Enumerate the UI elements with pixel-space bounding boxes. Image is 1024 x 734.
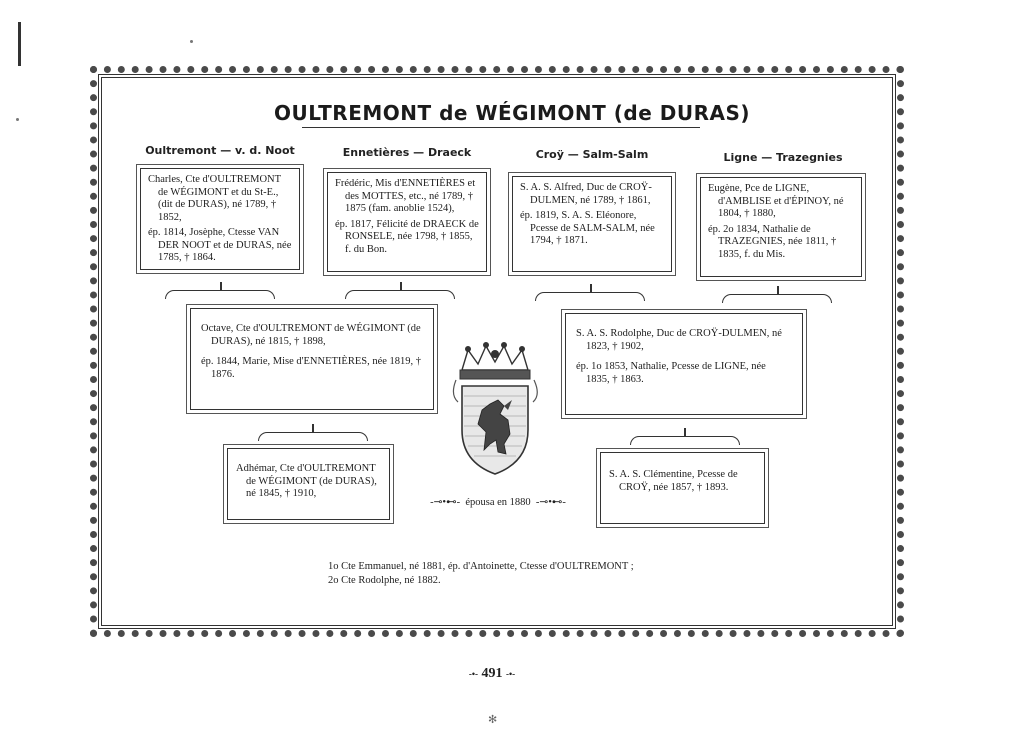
lineage-brace-tick — [590, 284, 592, 292]
page-number-value: 491 — [481, 666, 503, 681]
page-title: OULTREMONT de WÉGIMONT (de DURAS) — [273, 101, 751, 125]
child-entry: 1o Cte Emmanuel, né 1881, ép. d'Antoinette, Ctesse d'OULTREMONT ; — [328, 561, 634, 572]
ancestor-bride: ép. 1814, Josèphe, Ctesse VAN DER NOOT et de DURAS, née 1785, † 1864. — [148, 227, 292, 263]
parent-box-croy — [565, 313, 803, 415]
parent-groom: S. A. S. Rodolphe, Duc de CROŸ-DULMEN, né 1823, † 1902, — [576, 328, 782, 352]
bride-entry: S. A. S. Clémentine, Pcesse de CROŸ, née 1857, † 1893. — [609, 469, 738, 493]
lineage-brace — [165, 290, 275, 299]
lineage-brace — [722, 294, 832, 303]
marriage-ornament-left: -⊸•⊷- — [430, 497, 461, 508]
groom-entry: Adhémar, Cte d'OULTREMONT de WÉGIMONT (de DURAS), né 1845, † 1910, — [236, 463, 377, 499]
column-header-croy: Croÿ — Salm-Salm — [535, 148, 649, 161]
column-header-ligne: Ligne — Trazegnies — [723, 151, 843, 164]
parent-bride: ép. 1844, Marie, Mise d'ENNETIÈRES, née 1819, † 1876. — [201, 356, 422, 380]
bottom-ornament-icon: ✻ — [488, 713, 498, 726]
ancestor-groom: Eugène, Pce de LIGNE, d'AMBLISE et d'ÉPINOY, né 1804, † 1880, — [708, 183, 844, 219]
ancestor-groom: Frédéric, Mis d'ENNETIÈRES et des MOTTES, etc., né 1789, † 1875 (fam. anoblie 1524), — [335, 178, 476, 214]
parent-groom: Octave, Cte d'OULTREMONT de WÉGIMONT (de DURAS), né 1815, † 1898, — [201, 323, 421, 347]
marriage-label — [428, 496, 568, 508]
ancestor-bride: ép. 1819, S. A. S. Eléonore, Pcesse de SALM-SALM, née 1794, † 1871. — [520, 210, 655, 246]
ancestor-box-croy — [512, 176, 672, 272]
lineage-brace-tick — [777, 286, 779, 294]
ancestor-groom: S. A. S. Alfred, Duc de CROŸ-DULMEN, né 1789, † 1861, — [520, 182, 652, 206]
scan-edge-mark — [18, 22, 21, 66]
scan-speck — [190, 40, 193, 43]
child-entry: 2o Cte Rodolphe, né 1882. — [328, 575, 441, 586]
ancestor-groom: Charles, Cte d'OULTREMONT de WÉGIMONT et du St-E., (dit de DURAS), né 1789, † 1852, — [148, 174, 281, 223]
ancestor-box-oultremont — [140, 168, 300, 270]
ancestor-bride: ép. 2o 1834, Nathalie de TRAZEGNIES, née 1811, † 1835, f. du Mis. — [708, 223, 837, 260]
ancestor-bride: ép. 1817, Félicité de DRAECK de RONSELE, née 1798, † 1855, f. du Bon. — [335, 218, 479, 255]
lineage-brace — [535, 292, 645, 301]
spouse-box-clementine — [600, 452, 765, 524]
lineage-brace-tick — [312, 424, 314, 432]
lineage-brace — [630, 436, 740, 445]
parent-bride: ép. 1o 1853, Nathalie, Pcesse de LIGNE, née 1835, † 1863. — [576, 361, 766, 385]
spouse-box-adhemar — [227, 448, 390, 520]
marriage-text: épousa en 1880 — [465, 497, 531, 508]
page-number-ornament-right: -•- — [506, 669, 516, 679]
children-list — [328, 560, 748, 588]
page-number — [452, 666, 532, 682]
lineage-brace — [258, 432, 368, 441]
title-rule — [302, 127, 700, 128]
ancestor-box-ligne — [700, 177, 862, 277]
lineage-brace-tick — [684, 428, 686, 436]
coat-of-arms-icon — [448, 340, 543, 480]
page-number-ornament-left: -•- — [468, 669, 478, 679]
column-header-oultremont: Oultremont — v. d. Noot — [145, 144, 295, 157]
column-header-ennetieres: Ennetières — Draeck — [342, 146, 472, 159]
lineage-brace-tick — [400, 282, 402, 290]
lineage-brace-tick — [220, 282, 222, 290]
lineage-brace — [345, 290, 455, 299]
ancestor-box-ennetieres — [327, 172, 487, 272]
parent-box-oultremont — [190, 308, 434, 410]
marriage-ornament-right: -⊸•⊷- — [535, 497, 566, 508]
